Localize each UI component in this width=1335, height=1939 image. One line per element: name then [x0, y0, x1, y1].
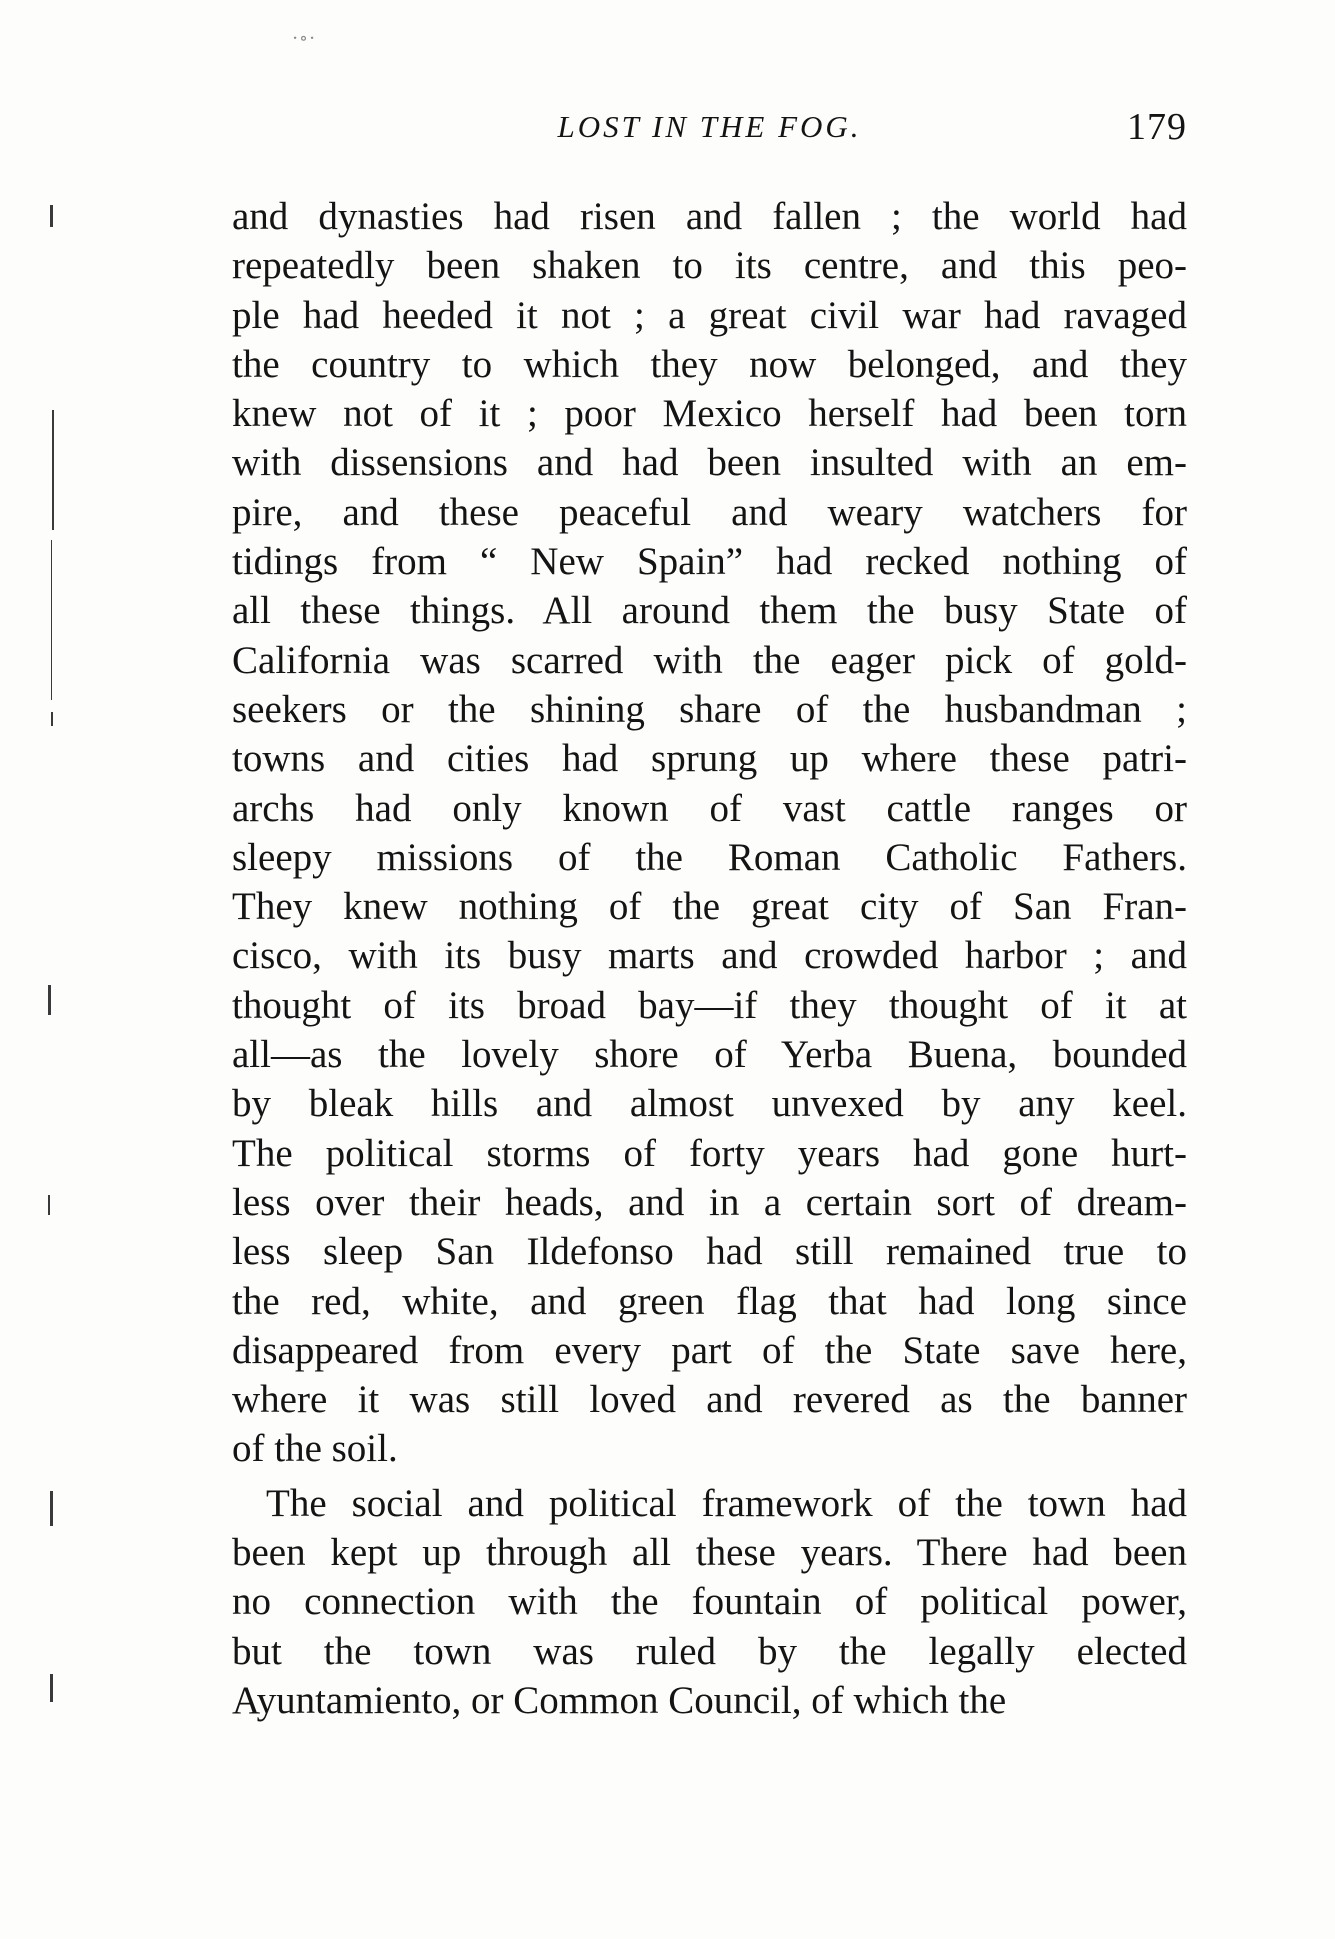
margin-mark: [51, 540, 52, 700]
text-line: the red, white, and green flag that had long since: [232, 1279, 1187, 1323]
text-line: The social and political framework of the town had: [266, 1481, 1187, 1525]
text-line: sleepy missions of the Roman Catholic Fathers.: [232, 835, 1187, 879]
text-line: California was scarred with the eager pick of gold-: [232, 638, 1187, 682]
text-line: disappeared from every part of the State save here,: [232, 1328, 1187, 1372]
paragraph: [232, 1479, 1187, 1725]
text-line: with dissensions and had been insulted with an em-: [232, 441, 1187, 485]
text-line: towns and cities had sprung up where these patri-: [232, 737, 1187, 781]
text-line: seekers or the shining share of the husbandman ;: [232, 687, 1187, 731]
margin-mark: [48, 985, 51, 1015]
text-line: The political storms of forty years had gone hurt-: [232, 1131, 1187, 1175]
text-line: no connection with the fountain of political power,: [232, 1580, 1187, 1624]
text-line: of the soil.: [232, 1427, 398, 1471]
text-line: all—as the lovely shore of Yerba Buena, bounded: [232, 1033, 1187, 1077]
text-line: the country to which they now belonged, and they: [232, 342, 1187, 386]
text-line: less over their heads, and in a certain sort of dream-: [232, 1180, 1187, 1224]
margin-mark: [51, 712, 53, 726]
text-line: all these things. All around them the busy State of: [232, 589, 1187, 633]
margin-mark: [50, 205, 53, 227]
text-line: but the town was ruled by the legally elected: [232, 1629, 1187, 1673]
margin-mark: [48, 1195, 50, 1215]
text-line: knew not of it ; poor Mexico herself had been torn: [232, 392, 1187, 436]
text-line: Ayuntamiento, or Common Council, of which the: [232, 1678, 1007, 1722]
running-title: LOST IN THE FOG.: [557, 109, 862, 144]
text-line: pire, and these peaceful and weary watchers for: [232, 490, 1187, 534]
page-number: 179: [1127, 106, 1187, 148]
text-line: cisco, with its busy marts and crowded harbor ; and: [232, 934, 1187, 978]
margin-mark: [50, 1674, 53, 1702]
text-line: ple had heeded it not ; a great civil war had ravaged: [232, 293, 1187, 337]
text-line: been kept up through all these years. There had been: [232, 1531, 1187, 1575]
text-line: less sleep San Ildefonso had still remained true to: [232, 1230, 1187, 1274]
margin-mark: [50, 1491, 53, 1526]
text-line: thought of its broad bay—if they thought of it at: [232, 983, 1187, 1027]
paragraph: [232, 192, 1187, 1474]
text-line: archs had only known of vast cattle ranges or: [232, 786, 1187, 830]
text-line: repeatedly been shaken to its centre, and this peo-: [232, 244, 1187, 288]
text-line: They knew nothing of the great city of San Fran-: [232, 885, 1187, 929]
body-text: [232, 192, 1187, 1725]
margin-mark: [52, 410, 54, 530]
text-line: by bleak hills and almost unvexed by any keel.: [232, 1082, 1187, 1126]
text-line: tidings from “ New Spain” had recked nothing of: [232, 540, 1187, 584]
text-line: and dynasties had risen and fallen ; the world had: [232, 195, 1187, 238]
scan-smudge: ⋅∘⋅: [292, 28, 317, 48]
text-line: where it was still loved and revered as the banner: [232, 1378, 1187, 1422]
running-header: [232, 105, 1187, 155]
